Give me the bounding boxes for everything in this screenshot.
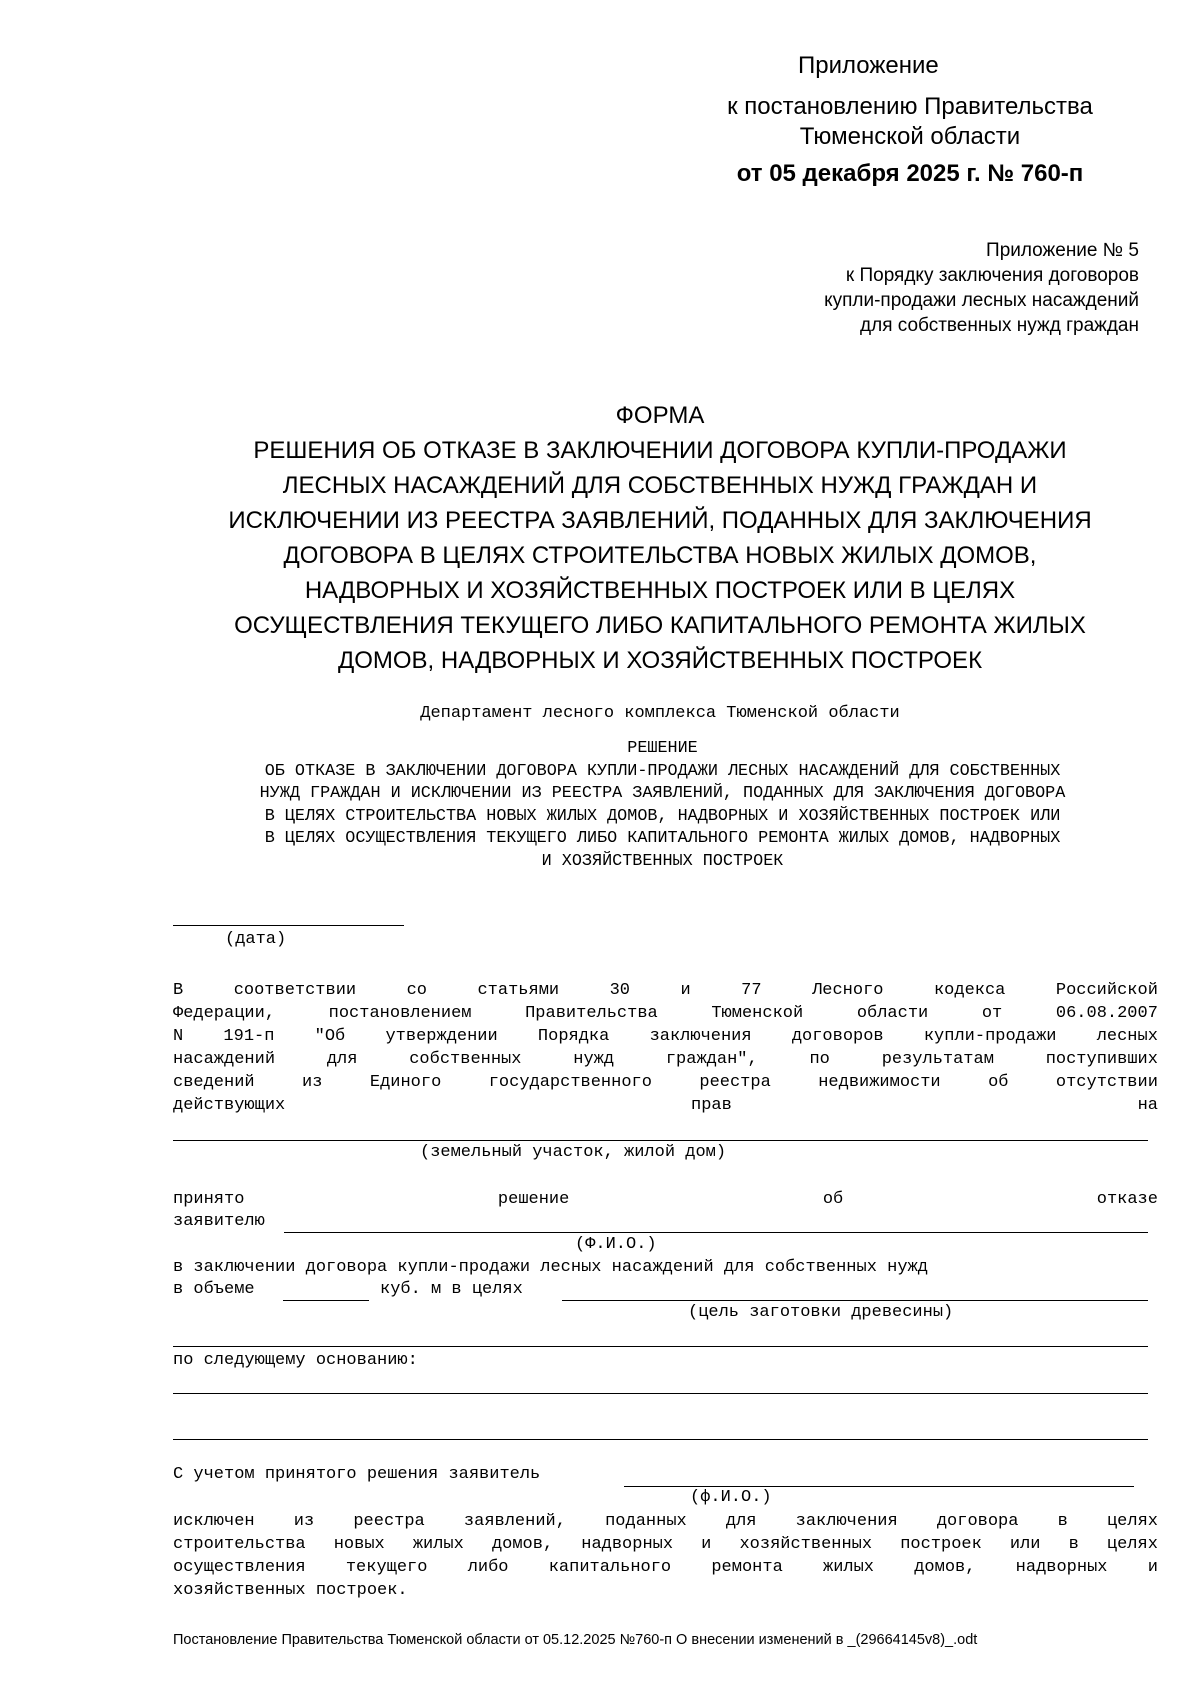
word: кодекса — [933, 981, 1006, 1000]
word: целях — [1106, 1535, 1158, 1554]
paragraph-line — [173, 1071, 1158, 1094]
word: заключения — [795, 1512, 898, 1531]
word: надворных — [1015, 1558, 1108, 1577]
word: ремонта — [711, 1558, 783, 1577]
title-line: НАДВОРНЫХ И ХОЗЯЙСТВЕННЫХ ПОСТРОЕК ИЛИ В ЦЕЛЯХ — [304, 577, 1016, 604]
word: и — [701, 1535, 712, 1554]
word: 30 — [609, 981, 630, 1000]
resolution-date-number: от 05 декабря 2025 г. № 760-п — [736, 160, 1084, 187]
word: для — [326, 1050, 358, 1069]
considering-label: С учетом принятого решения заявитель — [173, 1465, 541, 1484]
decision-line: В ЦЕЛЯХ ОСУЩЕСТВЛЕНИЯ ТЕКУЩЕГО ЛИБО КАПИТАЛЬНОГО РЕМОНТА ЖИЛЫХ ДОМОВ, НАДВОРНЫХ — [264, 829, 1061, 848]
decision-line: ОБ ОТКАЗЕ В ЗАКЛЮЧЕНИИ ДОГОВОРА КУПЛИ-ПРОДАЖИ ЛЕСНЫХ НАСАЖДЕНИЙ ДЛЯ СОБСТВЕННЫХ — [264, 761, 1061, 781]
word: области — [856, 1004, 929, 1023]
word: построек — [900, 1535, 982, 1554]
word: договора — [936, 1512, 1019, 1531]
decision-sentence — [173, 1188, 1158, 1211]
reason-field-line-1[interactable] — [173, 1393, 1148, 1394]
word: решение — [497, 1190, 570, 1209]
word: надворных — [581, 1535, 674, 1554]
word: либо — [467, 1558, 509, 1577]
paragraph-line — [173, 1533, 1158, 1556]
word: реестра — [699, 1073, 771, 1092]
paragraph-line — [173, 979, 1158, 1002]
contract-line: в заключении договора купли-продажи лесных насаждений для собственных нужд — [173, 1258, 928, 1277]
decision-heading-block — [165, 738, 1160, 873]
word: недвижимости — [818, 1073, 941, 1092]
volume-unit: куб. м в целях — [380, 1280, 523, 1299]
word: купли-продажи — [923, 1027, 1057, 1046]
paragraph-line — [173, 1094, 1158, 1117]
paragraph-line — [173, 1025, 1158, 1048]
word: по — [809, 1050, 830, 1069]
title-line: ДОГОВОРА В ЦЕЛЯХ СТРОИТЕЛЬСТВА НОВЫХ ЖИЛЫХ ДОМОВ, — [283, 542, 1037, 569]
word: в — [1057, 1512, 1068, 1531]
word: постановлением — [328, 1004, 472, 1023]
word: Российской — [1055, 981, 1158, 1000]
word: отсутствии — [1055, 1073, 1158, 1092]
decision-line: И ХОЗЯЙСТВЕННЫХ ПОСТРОЕК — [541, 851, 784, 871]
word: Федерации, — [173, 1004, 276, 1023]
word: лесных — [1096, 1027, 1158, 1046]
word: соответствии — [233, 981, 357, 1000]
word: новых — [333, 1535, 385, 1554]
word: прав — [691, 1096, 732, 1115]
title-line: ДОМОВ, НАДВОРНЫХ И ХОЗЯЙСТВЕННЫХ ПОСТРОЕК — [337, 647, 983, 674]
word: собственных — [409, 1050, 522, 1069]
title-line: ОСУЩЕСТВЛЕНИЯ ТЕКУЩЕГО ЛИБО КАПИТАЛЬНОГО РЕМОНТА ЖИЛЫХ — [234, 612, 1086, 639]
decision-line: НУЖД ГРАЖДАН И ИСКЛЮЧЕНИИ ИЗ РЕЕСТРА ЗАЯВЛЕНИЙ, ПОДАННЫХ ДЛЯ ЗАКЛЮЧЕНИЯ ДОГОВОРА — [259, 784, 1066, 803]
paragraph-line — [173, 1510, 1158, 1533]
word: или — [1009, 1535, 1041, 1554]
word: из — [302, 1073, 323, 1092]
word: государственного — [488, 1073, 652, 1092]
word: капитального — [548, 1558, 672, 1577]
fio-caption: (Ф.И.О.) — [575, 1235, 657, 1254]
word: принято — [173, 1190, 245, 1209]
excluded-last-line: хозяйственных построек. — [173, 1581, 408, 1600]
word: нужд — [573, 1050, 615, 1069]
word: утверждении — [385, 1027, 498, 1046]
word: 77 — [741, 981, 762, 1000]
word: Тюменской — [711, 1004, 804, 1023]
word: исключен — [173, 1512, 255, 1531]
word: поданных — [605, 1512, 687, 1531]
word: сведений — [173, 1073, 255, 1092]
date-caption: (дата) — [225, 930, 287, 949]
word: статьями — [477, 981, 560, 1000]
word: 06.08.2007 — [1055, 1004, 1158, 1023]
word: поступивших — [1045, 1050, 1158, 1069]
word: действующих — [173, 1096, 286, 1115]
fio-caption-2: (ф.И.О.) — [690, 1488, 772, 1507]
reason-field-line-2[interactable] — [173, 1439, 1148, 1440]
sub-appendix-line-4: для собственных нужд граждан — [860, 315, 1139, 336]
word: хозяйственных — [739, 1535, 873, 1554]
footer-file-reference: Постановление Правительства Тюменской области от 05.12.2025 №760-п О внесении изменений в _(29664145v8)_.odt — [173, 1632, 978, 1648]
word: осуществления — [173, 1558, 306, 1577]
word: заключения — [649, 1027, 752, 1046]
applicant-field-line[interactable] — [284, 1232, 1148, 1233]
word: Единого — [369, 1073, 442, 1092]
word: домов, — [491, 1535, 554, 1554]
word: домов, — [914, 1558, 976, 1577]
word: из — [293, 1512, 315, 1531]
paragraph-line — [173, 1556, 1158, 1579]
word: для — [725, 1512, 757, 1531]
title-line: ИСКЛЮЧЕНИИ ИЗ РЕЕСТРА ЗАЯВЛЕНИЙ, ПОДАННЫХ ДЛЯ ЗАКЛЮЧЕНИЯ — [228, 507, 1092, 534]
word: и — [1147, 1558, 1158, 1577]
sub-appendix-line-3: купли-продажи лесных насаждений — [824, 290, 1139, 311]
department-name: Департамент лесного комплекса Тюменской области — [420, 704, 900, 723]
sub-appendix-line-1: Приложение № 5 — [986, 240, 1139, 261]
word: жилых — [412, 1535, 464, 1554]
resolution-line-1: к постановлению Правительства — [727, 93, 1093, 120]
reason-top-line — [173, 1346, 1148, 1347]
word: Порядка — [537, 1027, 610, 1046]
sub-appendix-line-2: к Порядку заключения договоров — [845, 265, 1139, 286]
legal-basis-paragraph — [173, 979, 1158, 1117]
word: жилых — [823, 1558, 875, 1577]
word: об — [822, 1190, 844, 1209]
title-line: ФОРМА — [615, 402, 705, 429]
purpose-caption: (цель заготовки древесины) — [688, 1303, 954, 1322]
word: граждан", — [665, 1050, 758, 1069]
word: Лесного — [812, 981, 884, 1000]
word: Правительства — [525, 1004, 658, 1023]
title-line: ЛЕСНЫХ НАСАЖДЕНИЙ ДЛЯ СОБСТВЕННЫХ НУЖД ГРАЖДАН И — [282, 472, 1038, 499]
word: результатам — [881, 1050, 994, 1069]
word: со — [406, 981, 427, 1000]
word: и — [680, 981, 691, 1000]
decision-line: В ЦЕЛЯХ СТРОИТЕЛЬСТВА НОВЫХ ЖИЛЫХ ДОМОВ, НАДВОРНЫХ И ХОЗЯЙСТВЕННЫХ ПОСТРОЕК ИЛИ — [264, 806, 1061, 826]
word: строительства — [173, 1535, 306, 1554]
word: на — [1137, 1096, 1158, 1115]
word: 191-п — [223, 1027, 275, 1046]
excluded-paragraph — [173, 1510, 1158, 1579]
form-title — [150, 398, 1170, 678]
word: об — [988, 1073, 1009, 1092]
word: N — [173, 1027, 184, 1046]
resolution-line-2: Тюменской области — [799, 123, 1021, 150]
decision-heading: РЕШЕНИЕ — [627, 739, 698, 758]
word: заявлений, — [463, 1512, 566, 1531]
word: целях — [1106, 1512, 1158, 1531]
title-line: РЕШЕНИЯ ОБ ОТКАЗЕ В ЗАКЛЮЧЕНИИ ДОГОВОРА КУПЛИ-ПРОДАЖИ — [253, 437, 1067, 464]
word: текущего — [345, 1558, 428, 1577]
paragraph-line — [173, 1048, 1158, 1071]
word: от — [981, 1004, 1003, 1023]
volume-field-line[interactable] — [283, 1300, 369, 1301]
word: В — [173, 981, 184, 1000]
word: "Об — [314, 1027, 346, 1046]
reason-label: по следующему основанию: — [173, 1351, 418, 1370]
applicant-label: заявителю — [173, 1212, 265, 1231]
word: отказе — [1096, 1190, 1158, 1209]
volume-label: в объеме — [173, 1280, 255, 1299]
appendix-label: Приложение — [798, 52, 939, 79]
word: договоров — [791, 1027, 884, 1046]
word: реестра — [353, 1512, 425, 1531]
word: насаждений — [173, 1050, 276, 1069]
date-field-line[interactable] — [173, 925, 404, 926]
paragraph-line — [173, 1002, 1158, 1025]
word: в — [1068, 1535, 1079, 1554]
land-caption: (земельный участок, жилой дом) — [420, 1143, 727, 1162]
